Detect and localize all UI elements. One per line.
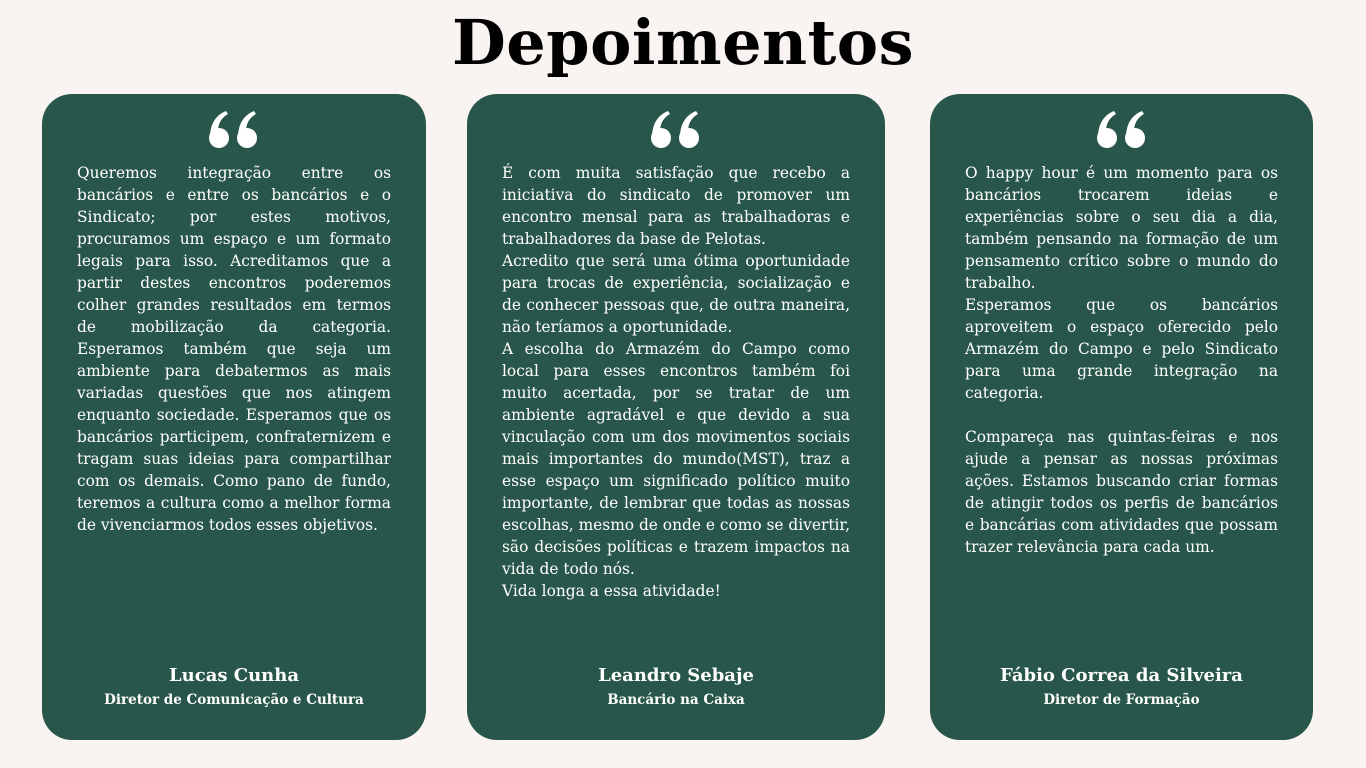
page-title: Depoimentos	[452, 6, 914, 79]
author-name: Lucas Cunha	[168, 665, 300, 686]
quote-icon	[467, 110, 885, 150]
quote-icon	[42, 110, 426, 150]
testimonial-text	[77, 162, 391, 536]
testimonial-paragraph	[965, 404, 1278, 426]
testimonial-paragraph: Esperamos que os bancários aproveitem o espaço oferecido pelo Armazém do Campo e pelo Sindicato para uma grande integração na categoria.	[965, 296, 1278, 402]
testimonial-paragraph: É com muita satisfação que recebo a iniciativa do sindicato de promover um encontro mensal para as trabalhadoras e trabalhadores da base de Pelotas.	[502, 164, 850, 248]
testimonial-paragraph: Vida longa a essa atividade!	[502, 582, 721, 600]
testimonial-paragraph: A escolha do Armazém do Campo como local para esses encontros também foi muito acertada, por se tratar de um ambiente agradável e que devido a sua vinculação com um dos movimentos sociais mais importantes do mundo(MST), traz a esse espaço um significado político muito importante, de lembrar que todas as nossas escolhas, mesmo de onde e como se divertir, são decisões políticas e trazem impactos na vida de todo nós.	[502, 340, 850, 578]
author-name: Leandro Sebaje	[598, 665, 754, 686]
testimonial-card	[467, 94, 885, 740]
testimonial-paragraph: Queremos integração entre os bancários e entre os bancários e o Sindicato; por estes motivos, procuramos um espaço e um formato legais para isso. Acreditamos que a partir destes encontros poderemos colher grandes resultados em termos de mobilização da categoria. Esperamos também que seja um ambiente para debatermos as mais variadas questões que nos atingem enquanto sociedade. Esperamos que os bancários participem, confraternizem e tragam suas ideias para compartilhar com os demais. Como pano de fundo, teremos a cultura como a melhor forma de vivenciarmos todos esses objetivos.	[77, 164, 391, 534]
quote-icon	[930, 110, 1313, 150]
testimonial-paragraph: Acredito que será uma ótima oportunidade para trocas de experiência, socialização e de conhecer pessoas que, de outra maneira, não teríamos a oportunidade.	[502, 252, 850, 336]
testimonial-paragraph: O happy hour é um momento para os bancários trocarem ideias e experiências sobre o seu dia a dia, também pensando na formação de um pensamento crítico sobre o mundo do trabalho.	[965, 164, 1278, 292]
testimonial-text	[502, 162, 850, 602]
author-name: Fábio Correa da Silveira	[1000, 665, 1243, 686]
testimonial-paragraph: Compareça nas quintas-feiras e nos ajude a pensar as nossas próximas ações. Estamos buscando criar formas de atingir todos os perfis de bancários e bancárias com atividades que possam trazer relevância para cada um.	[965, 428, 1278, 556]
testimonial-text	[965, 162, 1278, 558]
author-role: Diretor de Comunicação e Cultura	[104, 692, 364, 708]
testimonial-card	[930, 94, 1313, 740]
author-role: Diretor de Formação	[1043, 692, 1200, 708]
testimonial-card	[42, 94, 426, 740]
author-role: Bancário na Caixa	[607, 692, 745, 708]
